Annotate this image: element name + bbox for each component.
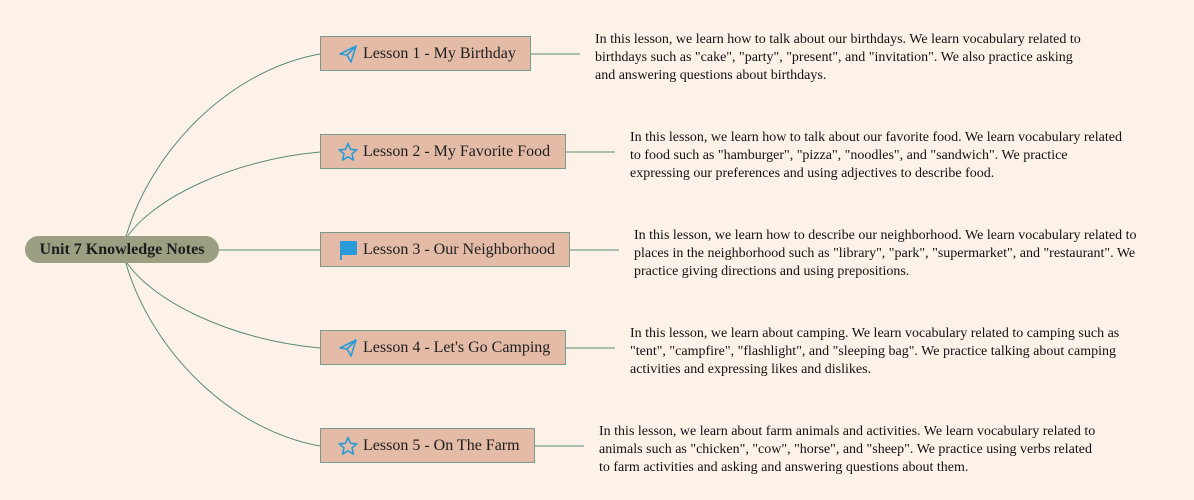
lesson-description-5 [599,423,1099,475]
root-title: Unit 7 Knowledge Notes [39,240,205,258]
lesson-description-1 [595,31,1095,83]
description-text: In this lesson, we learn how to describe our neighborhood. We learn vocabulary related to places in the neighborhood such as "library", "park", "supermarket", and "restaurant". We practice giving directions and using prepositions. [634,228,1137,279]
branch-line-5 [125,260,320,446]
lesson-node-2[interactable] [320,134,566,169]
paper-plane-icon [338,44,358,64]
description-text: In this lesson, we learn how to talk about our birthdays. We learn vocabulary related to birthdays such as "cake", "party", "present", and "invitation". We also practice asking and answering questions about birthdays. [595,32,1081,83]
lesson-description-3 [634,227,1139,279]
paper-plane-icon [338,338,358,358]
star-icon [338,436,358,456]
branch-line-2 [125,152,320,240]
lesson-node-1[interactable] [320,36,531,71]
lesson-title: Lesson 3 - Our Neighborhood [363,240,555,258]
lesson-title: Lesson 2 - My Favorite Food [363,142,551,160]
description-text: In this lesson, we learn about camping. We learn vocabulary related to camping such as "tent", "campfire", "flashlight", and "sleeping bag". We practice talking about camping activities and expressing likes and dislikes. [630,326,1120,377]
lesson-description-4 [630,325,1130,377]
root-topic[interactable] [25,236,219,263]
flag-icon [338,240,358,260]
star-icon [338,142,358,162]
lesson-title: Lesson 5 - On The Farm [363,436,520,454]
description-text: In this lesson, we learn about farm animals and activities. We learn vocabulary related to animals such as "chicken", "cow", "horse", and "sheep". We practice using verbs related to farm activities and asking and answering questions about them. [599,424,1096,475]
lesson-node-3[interactable] [320,232,570,267]
lesson-title: Lesson 1 - My Birthday [363,44,516,62]
description-text: In this lesson, we learn how to talk about our favorite food. We learn vocabulary related to food such as "hamburger", "pizza", "noodles", and "sandwich". We practice expressing our preferences and using adjectives to describe food. [630,130,1122,181]
branch-line-4 [125,260,320,348]
lesson-title: Lesson 4 - Let's Go Camping [363,338,551,356]
branch-line-1 [125,54,320,240]
lesson-description-2 [630,129,1130,181]
lesson-node-4[interactable] [320,330,566,365]
lesson-node-5[interactable] [320,428,535,463]
